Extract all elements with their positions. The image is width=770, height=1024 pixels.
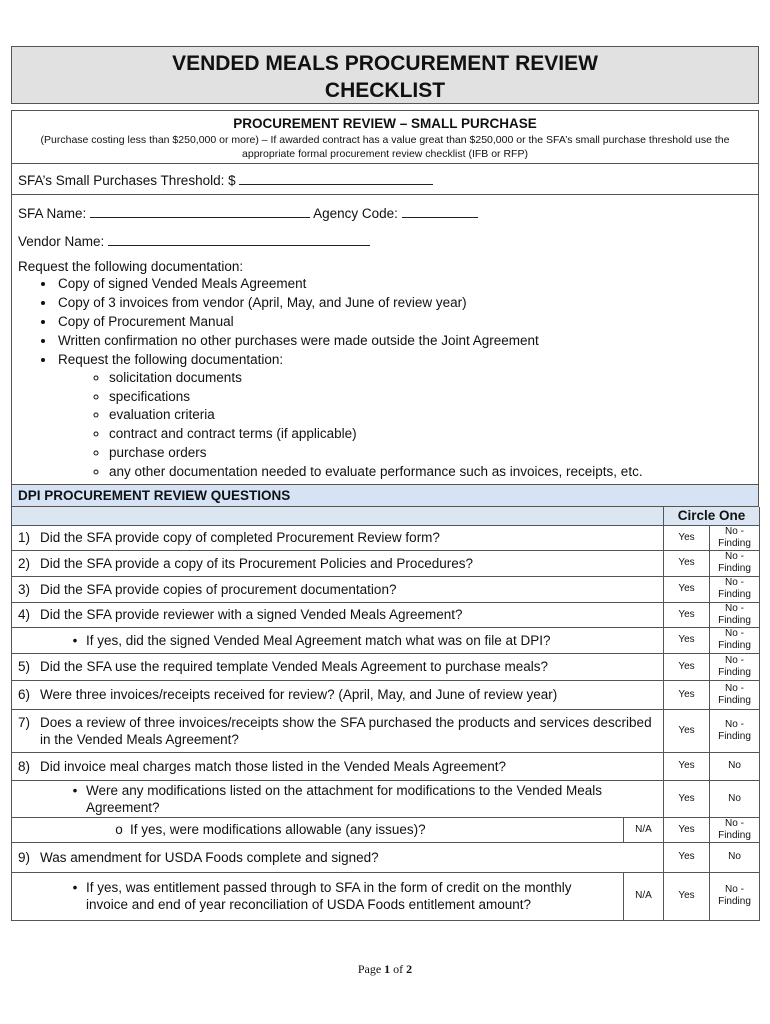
question-text: If yes, were modifications allowable (any issues)?	[130, 822, 426, 837]
agency-code-label: Agency Code:	[313, 206, 398, 221]
question-text: Were any modifications listed on the attachment for modifications to the Vended Meals Agreement?	[86, 782, 603, 815]
table-row	[12, 550, 760, 576]
question-number: 2)	[18, 555, 31, 571]
list-item: • Copy of signed Vended Meals Agreement	[56, 274, 758, 293]
table-row	[12, 576, 760, 602]
question-cell	[12, 576, 664, 602]
no-option[interactable]: No - Finding	[710, 653, 760, 680]
request-sublist	[12, 369, 758, 481]
yes-option[interactable]: Yes	[664, 680, 710, 709]
question-number: 9)	[18, 849, 31, 865]
list-item: ◦ evaluation criteria	[109, 406, 758, 425]
document-page	[11, 46, 759, 921]
no-option[interactable]: No - Finding	[710, 872, 760, 920]
table-row	[12, 602, 760, 627]
no-option[interactable]: No - Finding	[710, 550, 760, 576]
question-number: •	[72, 880, 78, 895]
question-text: Did invoice meal charges match those listed in the Vended Meals Agreement?	[40, 758, 507, 774]
na-option[interactable]: N/A	[624, 872, 664, 920]
yes-option[interactable]: Yes	[664, 842, 710, 872]
yes-option[interactable]: Yes	[664, 872, 710, 920]
yes-option[interactable]: Yes	[664, 653, 710, 680]
yes-option[interactable]: Yes	[664, 817, 710, 842]
yes-option[interactable]: Yes	[664, 602, 710, 627]
question-text: Were three invoices/receipts received for review? (April, May, and June of review year)	[40, 687, 558, 702]
table-row	[12, 780, 760, 817]
footer-page-number: 1	[384, 962, 391, 976]
footer-page-total: 2	[406, 962, 413, 976]
table-row	[12, 627, 760, 653]
questions-table	[11, 507, 760, 921]
question-number: 8)	[18, 758, 31, 774]
no-option[interactable]: No - Finding	[710, 627, 760, 653]
question-number: 5)	[18, 659, 31, 674]
question-number: •	[72, 782, 78, 798]
question-text: Did the SFA provide copy of completed Procurement Review form?	[40, 530, 440, 545]
footer-page-label: Page	[357, 962, 382, 976]
question-cell	[12, 680, 664, 709]
question-cell	[12, 653, 664, 680]
request-intro: Request the following documentation:	[18, 259, 244, 274]
request-list	[12, 274, 758, 369]
no-option[interactable]: No	[710, 780, 760, 817]
circle-one-header: Circle One	[664, 507, 760, 525]
question-cell	[12, 842, 664, 872]
question-cell	[12, 525, 664, 550]
no-option[interactable]: No - Finding	[710, 602, 760, 627]
question-number: 7)	[18, 714, 31, 730]
no-option[interactable]: No - Finding	[710, 817, 760, 842]
question-number: •	[72, 632, 78, 648]
table-row	[12, 709, 760, 752]
dpi-heading: DPI PROCUREMENT REVIEW QUESTIONS	[11, 485, 759, 507]
question-cell	[12, 550, 664, 576]
yes-option[interactable]: Yes	[664, 752, 710, 780]
question-cell	[12, 709, 664, 752]
list-item: • Request the following documentation:	[56, 350, 758, 369]
threshold-field[interactable]	[239, 170, 433, 185]
question-cell	[12, 752, 664, 780]
list-item: ◦ contract and contract terms (if applicable)	[109, 425, 758, 444]
vendor-name-label: Vendor Name:	[18, 234, 105, 249]
question-text: Did the SFA provide a copy of its Procurement Policies and Procedures?	[40, 555, 473, 571]
yes-option[interactable]: Yes	[664, 627, 710, 653]
question-text: Did the SFA use the required template Vended Meals Agreement to purchase meals?	[40, 659, 549, 674]
table-row	[12, 752, 760, 780]
agency-code-field[interactable]	[402, 203, 478, 218]
page-footer	[0, 962, 770, 977]
question-text: If yes, was entitlement passed through to SFA in the form of credit on the monthly invoice and end of year reconciliation of USDA Foods entitlement amount?	[86, 880, 572, 912]
yes-option[interactable]: Yes	[664, 525, 710, 550]
no-option[interactable]: No	[710, 842, 760, 872]
footer-of-label: of	[393, 962, 404, 976]
no-option[interactable]: No - Finding	[710, 525, 760, 550]
no-option[interactable]: No - Finding	[710, 709, 760, 752]
question-number: 3)	[18, 581, 31, 597]
question-cell	[12, 602, 664, 627]
list-item: ◦ solicitation documents	[109, 369, 758, 388]
question-text: Did the SFA provide reviewer with a signed Vended Meals Agreement?	[40, 607, 463, 622]
title-box	[11, 46, 759, 104]
procurement-header	[11, 110, 759, 164]
question-number: o	[115, 822, 123, 837]
list-item: • Written confirmation no other purchases were made outside the Joint Agreement	[56, 331, 758, 350]
no-option[interactable]: No	[710, 752, 760, 780]
procurement-note: (Purchase costing less than $250,000 or more) – If awarded contract has a value great than $250,000 or the SFA’s small purchase threshold use the appropriate formal procurement review checklist (IFB or RFP)	[40, 134, 730, 160]
table-row	[12, 680, 760, 709]
question-cell	[12, 872, 624, 920]
list-item: ◦ any other documentation needed to evaluate performance such as invoices, receipts, etc.	[109, 463, 758, 482]
question-cell	[12, 780, 664, 817]
sfa-name-label: SFA Name:	[18, 206, 87, 221]
no-option[interactable]: No - Finding	[710, 576, 760, 602]
yes-option[interactable]: Yes	[664, 709, 710, 752]
table-row	[12, 872, 760, 920]
list-item: • Copy of Procurement Manual	[56, 312, 758, 331]
yes-option[interactable]: Yes	[664, 550, 710, 576]
list-item: ◦ purchase orders	[109, 444, 758, 463]
question-text: Did the SFA provide copies of procurement documentation?	[40, 581, 397, 597]
list-item: • Copy of 3 invoices from vendor (April, May, and June of review year)	[56, 293, 758, 312]
documentation-section	[11, 195, 759, 485]
no-option[interactable]: No - Finding	[710, 680, 760, 709]
table-row	[12, 817, 760, 842]
yes-option[interactable]: Yes	[664, 780, 710, 817]
title-line-1: VENDED MEALS PROCUREMENT REVIEW	[172, 52, 598, 75]
question-number: 1)	[18, 530, 31, 545]
threshold-label: SFA’s Small Purchases Threshold: $	[18, 173, 236, 188]
title-line-2: CHECKLIST	[324, 79, 446, 102]
question-cell	[12, 817, 624, 842]
question-cell	[12, 627, 664, 653]
na-option[interactable]: N/A	[624, 817, 664, 842]
sfa-name-field[interactable]	[90, 203, 310, 218]
question-text: Does a review of three invoices/receipts show the SFA purchased the products and services described in the Vended Meals Agreement?	[40, 714, 652, 747]
list-item: ◦ specifications	[109, 388, 758, 407]
question-number: 4)	[18, 607, 31, 622]
procurement-heading: PROCUREMENT REVIEW – SMALL PURCHASE	[233, 116, 537, 131]
question-text: If yes, did the signed Vended Meal Agreement match what was on file at DPI?	[86, 632, 551, 648]
threshold-row	[11, 164, 759, 195]
table-row	[12, 653, 760, 680]
yes-option[interactable]: Yes	[664, 576, 710, 602]
table-row	[12, 525, 760, 550]
question-number: 6)	[18, 687, 31, 702]
table-row	[12, 842, 760, 872]
question-text: Was amendment for USDA Foods complete and signed?	[40, 849, 379, 865]
vendor-name-field[interactable]	[108, 231, 370, 246]
